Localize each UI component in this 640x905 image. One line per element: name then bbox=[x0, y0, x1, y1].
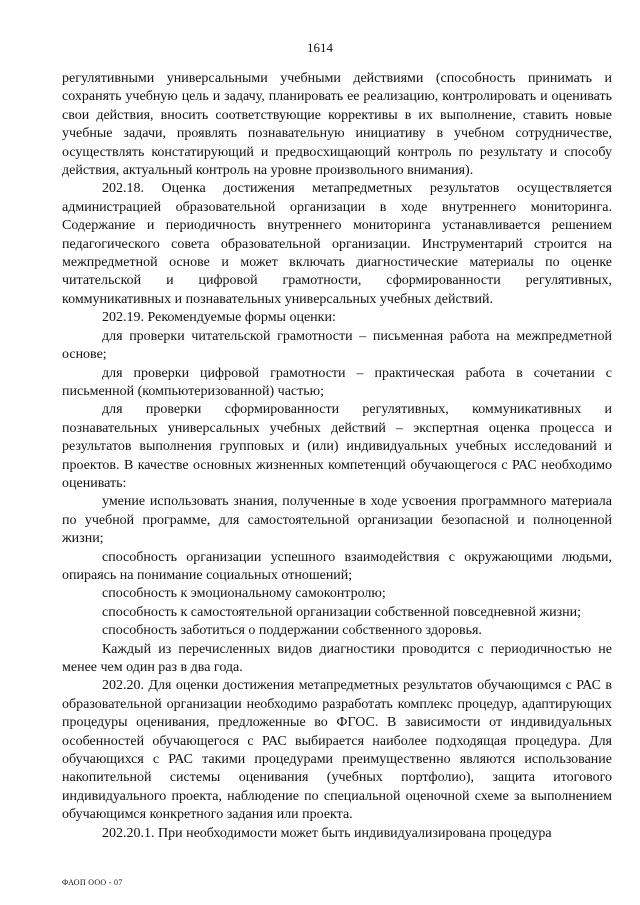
paragraph: регулятивными универсальными учебными действиями (способность принимать и сохранять учебную цель и задачу, планировать ее реализацию, контролировать и оценивать свои действия, вносить соответствующие коррективы в их выполнение, ставить новые учебные задачи, проявлять познавательную инициативу в учебном сотрудничестве, осуществлять констатирующий и предвосхищающий контроль по результату и способу действия, актуальный контроль на уровне произвольного внимания). bbox=[62, 71, 612, 179]
paragraph: 202.20. Для оценки достижения метапредметных результатов обучающимся с РАС в образовательной организации необходимо разработать комплекс процедур, адаптирующих процедуры оценивания, предложенные во ФГОС. В зависимости от индивидуальных особенностей обучающегося с РАС выбирается наиболее подходящая процедура. Для обучающихся с РАС такими процедурами преимущественно являются использование накопительной системы оценивания (учебных портфолио), защита итогового индивидуального проекта, наблюдение по специальной оценочной схеме за выполнением обучающимся конкретного задания или проекта. bbox=[62, 678, 612, 823]
paragraph: для проверки цифровой грамотности – практическая работа в сочетании с письменной (компьютеризованной) частью; bbox=[62, 365, 612, 399]
paragraph: способность организации успешного взаимодействия с окружающими людьми, опираясь на понимание социальных отношений; bbox=[62, 549, 612, 583]
paragraph: способность к самостоятельной организации собственной повседневной жизни; bbox=[102, 604, 582, 620]
document-body bbox=[62, 70, 612, 843]
page-number: 1614 bbox=[307, 40, 333, 55]
paragraph: для проверки читательской грамотности – письменная работа на межпредметной основе; bbox=[62, 328, 612, 363]
paragraph: умение использовать знания, полученные в ходе усвоения программного материала по учебной программе, для самостоятельной организации безопасной и полноценной жизни; bbox=[62, 494, 612, 547]
paragraph: 202.19. Рекомендуемые формы оценки: bbox=[102, 310, 336, 326]
paragraph: 202.18. Оценка достижения метапредметных результатов осуществляется администрацией образовательной организации в ходе внутреннего мониторинга. Содержание и периодичность внутреннего мониторинга устанавливается решением педагогического совета образовательной организации. Инструментарий строится на межпредметной основе и может включать диагностические материалы по оценке читательской и цифровой грамотности, сформированности регулятивных, коммуникативных и познавательных универсальных учебных действий. bbox=[62, 181, 612, 307]
paragraph: способность заботиться о поддержании собственного здоровья. bbox=[102, 623, 482, 639]
document-footer: ФАОП ООО - 07 bbox=[62, 878, 123, 887]
paragraph: для проверки сформированности регулятивных, коммуникативных и познавательных универсальных учебных действий – экспертная оценка процесса и результатов выполнения групповых и (или) индивидуальных учебных исследований и проектов. В качестве основных жизненных компетенций обучающегося с РАС необходимо оценивать: bbox=[62, 402, 612, 491]
paragraph: Каждый из перечисленных видов диагностики проводится с периодичностью не менее чем один раз в два года. bbox=[62, 641, 612, 675]
paragraph: способность к эмоциональному самоконтролю; bbox=[102, 586, 386, 602]
paragraph: 202.20.1. При необходимости может быть индивидуализирована процедура bbox=[102, 825, 552, 841]
